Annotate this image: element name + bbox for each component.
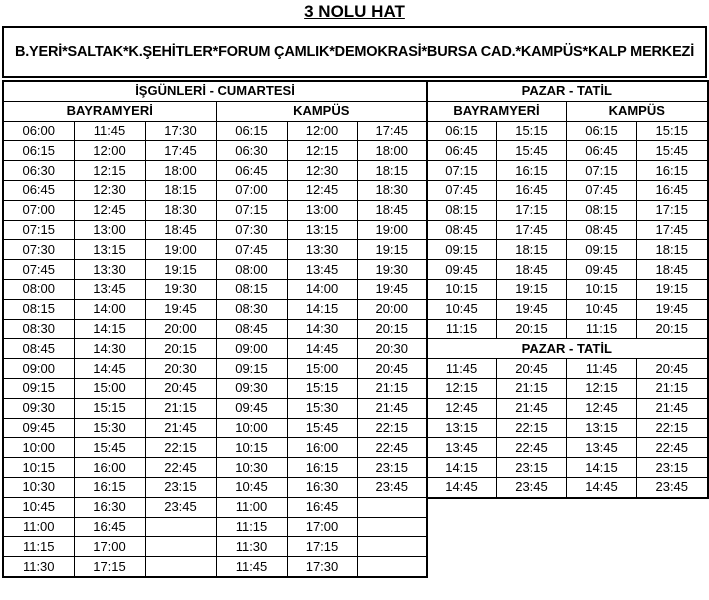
time-cell: 12:30 bbox=[74, 180, 145, 200]
time-cell: 18:45 bbox=[637, 260, 708, 280]
page-title bbox=[0, 0, 709, 24]
time-cell: 07:45 bbox=[3, 260, 74, 280]
time-cell: 15:45 bbox=[287, 418, 357, 438]
route-stops: B.YERİ*SALTAK*K.ŞEHİTLER*FORUM ÇAMLIK*DEMOKRASİ*BURSA CAD.*KAMPÜS*KALP MERKEZİ bbox=[2, 26, 707, 78]
time-cell: 18:45 bbox=[357, 200, 427, 220]
sunday-timetable bbox=[426, 80, 709, 499]
table-row bbox=[427, 458, 708, 478]
time-cell: 14:00 bbox=[287, 279, 357, 299]
time-cell: 15:15 bbox=[497, 121, 567, 141]
table-row bbox=[427, 438, 708, 458]
time-cell: 17:15 bbox=[497, 200, 567, 220]
time-cell: 08:15 bbox=[3, 299, 74, 319]
time-cell: 23:45 bbox=[145, 497, 216, 517]
time-cell bbox=[357, 537, 427, 557]
time-cell: 20:30 bbox=[145, 359, 216, 379]
time-cell: 07:45 bbox=[216, 240, 287, 260]
time-cell: 19:00 bbox=[145, 240, 216, 260]
table-row bbox=[427, 418, 708, 438]
weekday-timetable bbox=[2, 80, 428, 578]
time-cell: 09:00 bbox=[216, 339, 287, 359]
table-row bbox=[427, 121, 708, 141]
time-cell: 08:00 bbox=[3, 279, 74, 299]
time-cell: 15:45 bbox=[637, 141, 708, 161]
table-row bbox=[3, 517, 427, 537]
time-cell: 10:30 bbox=[3, 477, 74, 497]
time-cell: 17:45 bbox=[145, 141, 216, 161]
time-cell: 16:15 bbox=[497, 161, 567, 181]
time-cell: 12:15 bbox=[427, 378, 497, 398]
time-cell: 06:15 bbox=[216, 121, 287, 141]
time-cell: 09:30 bbox=[3, 398, 74, 418]
time-cell: 06:45 bbox=[3, 180, 74, 200]
time-cell: 23:15 bbox=[497, 458, 567, 478]
table-row bbox=[427, 299, 708, 319]
time-cell: 10:45 bbox=[427, 299, 497, 319]
table-row bbox=[3, 458, 427, 478]
time-cell: 08:00 bbox=[216, 260, 287, 280]
time-cell: 12:00 bbox=[74, 141, 145, 161]
time-cell: 14:00 bbox=[74, 299, 145, 319]
sunday-header: PAZAR - TATİL bbox=[427, 81, 708, 101]
time-cell: 13:30 bbox=[74, 260, 145, 280]
time-cell: 14:45 bbox=[427, 477, 497, 497]
time-cell: 17:15 bbox=[74, 557, 145, 577]
time-cell: 12:15 bbox=[567, 378, 637, 398]
time-cell: 07:30 bbox=[3, 240, 74, 260]
time-cell: 17:30 bbox=[287, 557, 357, 577]
table-row bbox=[427, 141, 708, 161]
time-cell: 21:45 bbox=[497, 398, 567, 418]
time-cell: 06:45 bbox=[427, 141, 497, 161]
time-cell: 08:45 bbox=[567, 220, 637, 240]
time-cell: 15:15 bbox=[74, 398, 145, 418]
time-cell: 20:15 bbox=[497, 319, 567, 339]
time-cell: 06:30 bbox=[216, 141, 287, 161]
time-cell: 21:45 bbox=[145, 418, 216, 438]
time-cell: 13:15 bbox=[74, 240, 145, 260]
time-cell: 16:15 bbox=[287, 458, 357, 478]
time-cell: 12:15 bbox=[287, 141, 357, 161]
table-row bbox=[3, 557, 427, 577]
time-cell: 12:45 bbox=[74, 200, 145, 220]
time-cell: 12:30 bbox=[287, 161, 357, 181]
time-cell: 15:45 bbox=[497, 141, 567, 161]
sunday-rows bbox=[427, 121, 708, 498]
time-cell: 18:30 bbox=[145, 200, 216, 220]
time-cell: 17:45 bbox=[357, 121, 427, 141]
time-cell: 15:45 bbox=[74, 438, 145, 458]
time-cell: 22:15 bbox=[637, 418, 708, 438]
time-cell: 06:00 bbox=[3, 121, 74, 141]
time-cell: 19:45 bbox=[357, 279, 427, 299]
time-cell bbox=[357, 497, 427, 517]
time-cell: 09:15 bbox=[3, 378, 74, 398]
time-cell: 09:15 bbox=[567, 240, 637, 260]
time-cell: 18:15 bbox=[145, 180, 216, 200]
table-row bbox=[427, 240, 708, 260]
time-cell: 14:15 bbox=[427, 458, 497, 478]
time-cell: 06:45 bbox=[567, 141, 637, 161]
table-row bbox=[3, 418, 427, 438]
time-cell: 11:00 bbox=[3, 517, 74, 537]
table-row bbox=[427, 279, 708, 299]
time-cell: 20:30 bbox=[357, 339, 427, 359]
table-row bbox=[3, 161, 427, 181]
table-row bbox=[427, 398, 708, 418]
time-cell: 14:30 bbox=[287, 319, 357, 339]
time-cell: 11:15 bbox=[427, 319, 497, 339]
time-cell: 22:15 bbox=[145, 438, 216, 458]
time-cell: 23:45 bbox=[497, 477, 567, 497]
time-cell: 16:30 bbox=[74, 497, 145, 517]
time-cell: 09:30 bbox=[216, 378, 287, 398]
time-cell: 11:15 bbox=[216, 517, 287, 537]
time-cell: 09:00 bbox=[3, 359, 74, 379]
time-cell: 07:00 bbox=[3, 200, 74, 220]
time-cell: 07:15 bbox=[427, 161, 497, 181]
time-cell: 10:00 bbox=[216, 418, 287, 438]
time-cell: 19:30 bbox=[357, 260, 427, 280]
time-cell: 13:45 bbox=[74, 279, 145, 299]
time-cell: 19:45 bbox=[637, 299, 708, 319]
time-cell: 08:15 bbox=[567, 200, 637, 220]
time-cell: 19:45 bbox=[497, 299, 567, 319]
time-cell: 23:15 bbox=[637, 458, 708, 478]
time-cell: 13:45 bbox=[287, 260, 357, 280]
table-row bbox=[427, 319, 708, 339]
table-row bbox=[3, 299, 427, 319]
time-cell: 22:45 bbox=[145, 458, 216, 478]
table-row bbox=[427, 378, 708, 398]
time-cell: 07:15 bbox=[216, 200, 287, 220]
table-row bbox=[3, 260, 427, 280]
time-cell: 13:00 bbox=[74, 220, 145, 240]
time-cell: 21:15 bbox=[357, 378, 427, 398]
time-cell: 19:45 bbox=[145, 299, 216, 319]
time-cell: 16:00 bbox=[287, 438, 357, 458]
time-cell: 16:45 bbox=[497, 180, 567, 200]
table-row bbox=[3, 497, 427, 517]
sunday-section-header: PAZAR - TATİL bbox=[427, 339, 708, 359]
time-cell: 11:15 bbox=[567, 319, 637, 339]
time-cell: 07:15 bbox=[567, 161, 637, 181]
time-cell: 08:45 bbox=[427, 220, 497, 240]
time-cell: 14:45 bbox=[567, 477, 637, 497]
time-cell: 13:15 bbox=[287, 220, 357, 240]
time-cell: 13:45 bbox=[567, 438, 637, 458]
time-cell: 16:15 bbox=[637, 161, 708, 181]
table-row bbox=[427, 477, 708, 497]
time-cell: 17:45 bbox=[497, 220, 567, 240]
time-cell: 13:30 bbox=[287, 240, 357, 260]
time-cell: 18:00 bbox=[357, 141, 427, 161]
time-cell: 23:45 bbox=[357, 477, 427, 497]
time-cell: 22:15 bbox=[357, 418, 427, 438]
time-cell: 14:15 bbox=[567, 458, 637, 478]
section-header-row bbox=[427, 339, 708, 359]
time-cell: 19:15 bbox=[497, 279, 567, 299]
table-row bbox=[427, 200, 708, 220]
table-row bbox=[3, 319, 427, 339]
time-cell: 23:45 bbox=[637, 477, 708, 497]
time-cell: 13:00 bbox=[287, 200, 357, 220]
time-cell: 19:15 bbox=[357, 240, 427, 260]
time-cell: 23:15 bbox=[145, 477, 216, 497]
time-cell: 14:45 bbox=[74, 359, 145, 379]
table-row bbox=[3, 279, 427, 299]
time-cell: 09:15 bbox=[216, 359, 287, 379]
time-cell: 17:45 bbox=[637, 220, 708, 240]
time-cell: 15:15 bbox=[637, 121, 708, 141]
time-cell: 17:00 bbox=[74, 537, 145, 557]
time-cell: 19:15 bbox=[145, 260, 216, 280]
table-row bbox=[427, 220, 708, 240]
time-cell: 20:15 bbox=[637, 319, 708, 339]
time-cell: 21:15 bbox=[497, 378, 567, 398]
time-cell: 10:15 bbox=[567, 279, 637, 299]
time-cell: 20:15 bbox=[357, 319, 427, 339]
time-cell: 16:30 bbox=[287, 477, 357, 497]
time-cell: 07:45 bbox=[567, 180, 637, 200]
time-cell: 20:45 bbox=[637, 359, 708, 379]
time-cell: 09:45 bbox=[427, 260, 497, 280]
time-cell: 07:30 bbox=[216, 220, 287, 240]
time-cell: 06:45 bbox=[216, 161, 287, 181]
time-cell: 18:15 bbox=[497, 240, 567, 260]
time-cell: 10:45 bbox=[567, 299, 637, 319]
time-cell: 20:00 bbox=[145, 319, 216, 339]
time-cell: 17:00 bbox=[287, 517, 357, 537]
table-row bbox=[3, 220, 427, 240]
time-cell: 08:15 bbox=[427, 200, 497, 220]
table-row bbox=[427, 359, 708, 379]
table-row bbox=[3, 121, 427, 141]
time-cell: 11:45 bbox=[567, 359, 637, 379]
weekday-kampus-header: KAMPÜS bbox=[216, 101, 427, 121]
time-cell bbox=[357, 557, 427, 577]
table-row bbox=[3, 359, 427, 379]
time-cell: 12:00 bbox=[287, 121, 357, 141]
time-cell: 08:30 bbox=[216, 299, 287, 319]
time-cell: 10:15 bbox=[3, 458, 74, 478]
time-cell: 20:15 bbox=[145, 339, 216, 359]
sunday-kampus-header: KAMPÜS bbox=[567, 101, 708, 121]
time-cell: 21:45 bbox=[357, 398, 427, 418]
time-cell: 08:45 bbox=[3, 339, 74, 359]
time-cell: 10:30 bbox=[216, 458, 287, 478]
time-cell: 09:45 bbox=[567, 260, 637, 280]
time-cell: 15:00 bbox=[74, 378, 145, 398]
time-cell: 15:30 bbox=[74, 418, 145, 438]
table-row bbox=[3, 378, 427, 398]
time-cell: 13:15 bbox=[567, 418, 637, 438]
time-cell: 18:45 bbox=[497, 260, 567, 280]
time-cell: 13:45 bbox=[427, 438, 497, 458]
time-cell: 12:45 bbox=[567, 398, 637, 418]
time-cell: 11:15 bbox=[3, 537, 74, 557]
time-cell: 09:45 bbox=[3, 418, 74, 438]
time-cell: 08:30 bbox=[3, 319, 74, 339]
time-cell: 20:00 bbox=[357, 299, 427, 319]
time-cell: 17:30 bbox=[145, 121, 216, 141]
time-cell: 19:00 bbox=[357, 220, 427, 240]
time-cell: 20:45 bbox=[497, 359, 567, 379]
time-cell: 11:30 bbox=[216, 537, 287, 557]
table-row bbox=[3, 240, 427, 260]
time-cell: 10:15 bbox=[427, 279, 497, 299]
table-row bbox=[3, 180, 427, 200]
time-cell: 15:00 bbox=[287, 359, 357, 379]
time-cell: 06:15 bbox=[3, 141, 74, 161]
time-cell: 11:30 bbox=[3, 557, 74, 577]
weekday-header: İŞGÜNLERİ - CUMARTESİ bbox=[3, 81, 427, 101]
time-cell: 21:15 bbox=[145, 398, 216, 418]
time-cell: 15:15 bbox=[287, 378, 357, 398]
time-cell: 16:45 bbox=[287, 497, 357, 517]
table-row bbox=[427, 260, 708, 280]
time-cell: 22:45 bbox=[637, 438, 708, 458]
time-cell: 09:45 bbox=[216, 398, 287, 418]
table-row bbox=[3, 438, 427, 458]
sunday-bayramyeri-header: BAYRAMYERİ bbox=[427, 101, 567, 121]
time-cell: 21:15 bbox=[637, 378, 708, 398]
time-cell: 16:00 bbox=[74, 458, 145, 478]
time-cell: 18:00 bbox=[145, 161, 216, 181]
title-text: 3 NOLU HAT bbox=[304, 2, 405, 21]
time-cell: 18:30 bbox=[357, 180, 427, 200]
time-cell bbox=[357, 517, 427, 537]
time-cell: 14:45 bbox=[287, 339, 357, 359]
time-cell: 06:15 bbox=[427, 121, 497, 141]
time-cell: 11:45 bbox=[74, 121, 145, 141]
table-row bbox=[3, 339, 427, 359]
table-row bbox=[3, 537, 427, 557]
time-cell: 11:45 bbox=[216, 557, 287, 577]
time-cell: 09:15 bbox=[427, 240, 497, 260]
time-cell: 10:45 bbox=[3, 497, 74, 517]
time-cell: 19:30 bbox=[145, 279, 216, 299]
time-cell bbox=[145, 557, 216, 577]
time-cell bbox=[145, 537, 216, 557]
time-cell: 17:15 bbox=[287, 537, 357, 557]
table-row bbox=[3, 477, 427, 497]
time-cell: 18:15 bbox=[637, 240, 708, 260]
time-cell: 20:45 bbox=[357, 359, 427, 379]
time-cell: 20:45 bbox=[145, 378, 216, 398]
time-cell: 14:15 bbox=[287, 299, 357, 319]
time-cell: 16:45 bbox=[74, 517, 145, 537]
time-cell: 11:45 bbox=[427, 359, 497, 379]
time-cell: 22:15 bbox=[497, 418, 567, 438]
time-cell: 16:15 bbox=[74, 477, 145, 497]
time-cell: 06:15 bbox=[567, 121, 637, 141]
table-row bbox=[3, 200, 427, 220]
time-cell: 17:15 bbox=[637, 200, 708, 220]
time-cell: 06:30 bbox=[3, 161, 74, 181]
time-cell: 14:30 bbox=[74, 339, 145, 359]
time-cell: 07:15 bbox=[3, 220, 74, 240]
table-row bbox=[427, 161, 708, 181]
time-cell: 19:15 bbox=[637, 279, 708, 299]
time-cell: 18:15 bbox=[357, 161, 427, 181]
table-row bbox=[3, 141, 427, 161]
time-cell: 08:45 bbox=[216, 319, 287, 339]
time-cell: 21:45 bbox=[637, 398, 708, 418]
weekday-bayramyeri-header: BAYRAMYERİ bbox=[3, 101, 216, 121]
time-cell: 18:45 bbox=[145, 220, 216, 240]
time-cell: 10:15 bbox=[216, 438, 287, 458]
time-cell: 14:15 bbox=[74, 319, 145, 339]
time-cell: 23:15 bbox=[357, 458, 427, 478]
time-cell bbox=[145, 517, 216, 537]
time-cell: 12:45 bbox=[427, 398, 497, 418]
time-cell: 10:00 bbox=[3, 438, 74, 458]
time-cell: 08:15 bbox=[216, 279, 287, 299]
time-cell: 22:45 bbox=[497, 438, 567, 458]
time-cell: 10:45 bbox=[216, 477, 287, 497]
time-cell: 07:45 bbox=[427, 180, 497, 200]
table-row bbox=[3, 398, 427, 418]
table-row bbox=[427, 180, 708, 200]
time-cell: 07:00 bbox=[216, 180, 287, 200]
time-cell: 12:15 bbox=[74, 161, 145, 181]
time-cell: 13:15 bbox=[427, 418, 497, 438]
time-cell: 16:45 bbox=[637, 180, 708, 200]
time-cell: 11:00 bbox=[216, 497, 287, 517]
time-cell: 12:45 bbox=[287, 180, 357, 200]
time-cell: 22:45 bbox=[357, 438, 427, 458]
weekday-rows bbox=[3, 121, 427, 577]
time-cell: 15:30 bbox=[287, 398, 357, 418]
